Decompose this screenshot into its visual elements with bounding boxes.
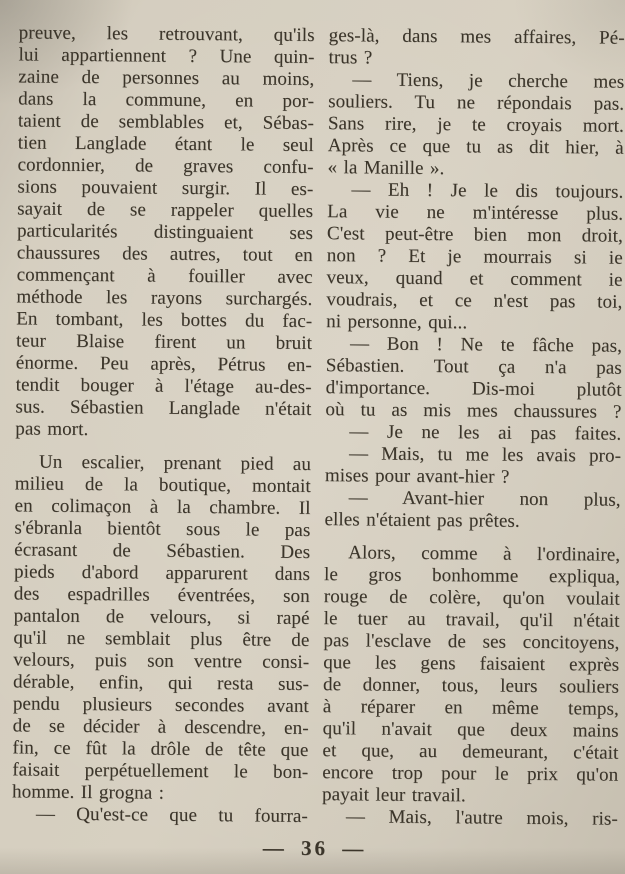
text-line: « la Manille ». [327,157,445,180]
text-line: pendu plusieurs secondes avant [12,693,309,717]
text-line: de se décider à descendre, en- [12,715,309,739]
text-line: trus ? [328,47,373,69]
text-line: pieds d'abord apparurent dans [13,561,311,585]
text-line: — Tiens, je cherche mes [352,69,625,93]
text-line: encore trop pour le prix qu'on [322,762,619,786]
right-column [322,25,625,831]
text-line: tendit bouger à l'étage au-des- [15,374,312,398]
text-line: commençant à fouiller avec [16,264,313,288]
text-columns [12,22,625,830]
text-line: Un escalier, prenant pied au [38,451,312,475]
text-line: La vie ne m'intéresse plus. [327,201,624,225]
text-line: preuve, les retrouvant, qu'ils [18,22,315,46]
text-line: En tombant, les bottes du fac- [16,308,313,332]
text-line: ni personne, qui... [326,311,468,334]
text-line: — Bon ! Ne te fâche pas, [349,333,623,357]
text-line: d'importance. Dis-moi plutôt [325,377,622,401]
text-line: que les gens faisaient exprès [323,652,620,676]
text-line: Alors, comme à l'ordinaire, [348,542,621,566]
text-line: elles n'étaient pas prêtes. [324,509,520,532]
text-line: chaussures des autres, tout en [16,242,313,266]
text-line: de donner, tous, leurs souliers [322,674,620,698]
page-number: — 36 — [262,835,367,861]
text-line: C'est peut-être bien mon droit, [326,223,624,247]
text-line: veux, quand et comment ie [326,267,623,291]
text-line: taient de semblables et, Sébas- [17,110,315,134]
text-line: — Mais, tu me les avais pro- [348,443,622,467]
text-line: ges-là, dans mes affaires, Pé- [328,25,625,49]
text-line: énorme. Peu après, Pétrus en- [15,352,312,376]
text-line: — Eh ! Je le dis toujours. [351,179,624,203]
text-line: homme. Il grogna : [12,781,165,804]
text-line: le gros bonhomme expliqua, [323,564,621,588]
text-line: cordonnier, de graves confu- [17,154,314,178]
text-line: qu'il n'avait que deux mains [322,718,619,742]
text-line: sus. Sébastien Langlade n'était [15,396,312,420]
text-line: fin, ce fût la drôle de tête que [12,737,309,761]
left-column [12,22,315,828]
text-line: tien Langlade étant le seul [17,132,314,156]
text-line: teur Blaise firent un bruit [15,330,313,354]
text-line: milieu de la boutique, montait [14,473,311,497]
text-line: pas l'esclave de ses concitoyens, [323,630,620,654]
text-line: — Je ne les ai pas faites. [349,421,622,445]
text-line: écrasant de Sébastien. Des [14,539,311,563]
text-line: sayait de se rappeler quelles [17,198,314,222]
text-line: le tuer au travail, qu'il n'était [323,608,620,632]
text-line: — Qu'est-ce que tu fourra- [35,803,308,827]
text-line: mises pour avant-hier ? [324,465,510,488]
text-line: souliers. Tu ne répondais pas. [328,91,625,115]
text-line: méthode les rayons surchargés. [16,286,313,310]
text-line: et que, au demeurant, c'était [322,740,619,764]
text-line: dans la commune, en por- [18,88,315,112]
text-line: — Mais, l'autre mois, ris- [345,806,618,830]
text-line: velours, puis son ventre consi- [13,649,310,673]
text-line: dérable, enfin, qui resta sus- [12,671,310,695]
text-line: s'ébranla bientôt sous le pas [14,517,311,541]
text-line: lui appartiennent ? Une quin- [18,44,315,68]
text-line: — Avant-hier non plus, [348,487,621,511]
text-line: voudrais, et ce n'est pas toi, [326,289,623,313]
text-line: Sans rire, je te croyais mort. [327,113,625,137]
text-line: zaine de personnes au moins, [18,66,315,90]
text-line: Sébastien. Tout ça n'a pas [325,355,622,379]
text-line: en colimaçon à la chambre. Il [14,495,311,519]
text-line: des espadrilles éventrées, son [13,583,310,607]
text-line: rouge de colère, qu'on voulait [323,586,620,610]
text-line: pantalon de velours, si rapé [13,605,310,629]
text-line: qu'il ne semblait plus être de [13,627,310,651]
text-line: non ? Et je mourrais si ie [326,245,623,269]
text-line: Après ce que tu as dit hier, à [327,135,624,159]
text-line: particularités distinguaient ses [16,220,314,244]
text-line: payait leur travail. [321,784,466,807]
text-line: où tu as mis mes chaussures ? [325,399,622,423]
text-line: sions pouvaient surgir. Il es- [17,176,314,200]
text-line: pas mort. [15,418,89,441]
text-line: à réparer en même temps, [322,696,619,720]
text-line: faisait perpétuellement le bon- [12,759,309,783]
